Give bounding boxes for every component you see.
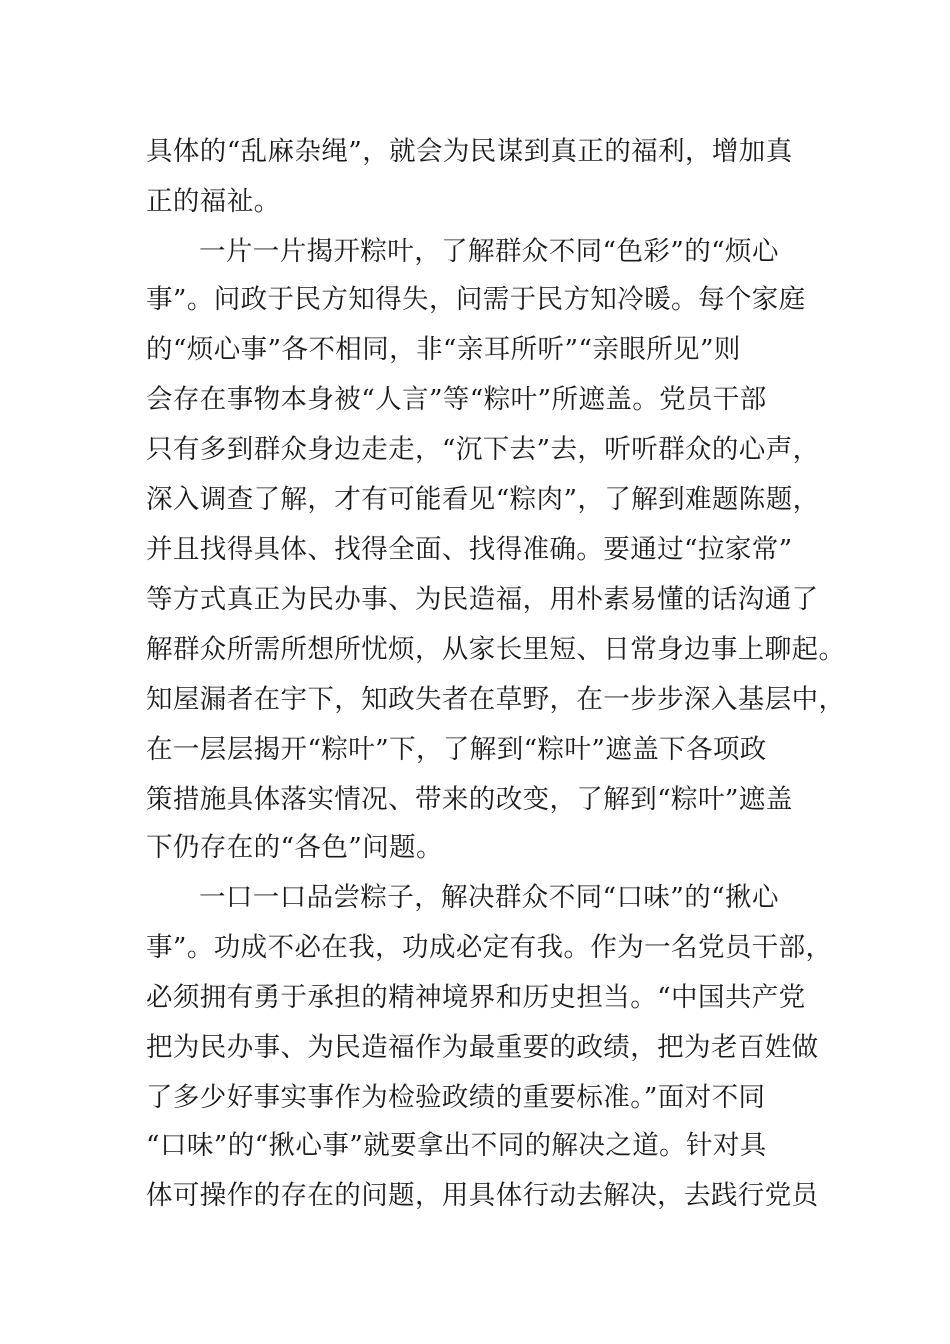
text-line: 策措施具体落实情况、带来的改变，了解到“粽叶”遮盖 <box>146 784 793 815</box>
text-line: “口味”的“揪心事”就要拿出不同的解决之道。针对具 <box>146 1130 767 1161</box>
text-line: 知屋漏者在宇下，知政失者在草野，在一步步深入基层中， <box>146 684 846 715</box>
text-line: 解群众所需所想所忧烦，从家长里短、日常身边事上聊起。 <box>146 634 846 665</box>
text-line: 具体的“乱麻杂绳”，就会为民谋到真正的福利，增加真 <box>146 136 793 167</box>
text-line: 正的福祉。 <box>146 186 281 217</box>
text-line: 了多少好事实事作为检验政绩的重要标准。”面对不同 <box>146 1082 766 1113</box>
text-line: 会存在事物本身被“人言”等“粽叶”所遮盖。党员干部 <box>146 384 767 415</box>
text-line: 并且找得具体、找得全面、找得准确。要通过“拉家常” <box>146 534 793 565</box>
text-line: 下仍存在的“各色”问题。 <box>146 832 443 863</box>
text-line: 体可操作的存在的问题，用具体行动去解决，去践行党员 <box>146 1180 819 1211</box>
text-line: 在一层层揭开“粽叶”下，了解到“粽叶”遮盖下各项政 <box>146 734 767 765</box>
paragraph-first-line: 一口一口品尝粽子，解决群众不同“口味”的“揪心 <box>199 882 779 913</box>
text-line: 事”。功成不必在我，功成必定有我。作为一名党员干部， <box>146 932 833 963</box>
text-line: 事”。问政于民方知得失，问需于民方知冷暖。每个家庭 <box>146 284 806 315</box>
text-line: 等方式真正为民办事、为民造福，用朴素易懂的话沟通了 <box>146 584 819 615</box>
text-line: 的“烦心事”各不相同，非“亲耳所听”“亲眼所见”则 <box>146 334 741 365</box>
paragraph-first-line: 一片一片揭开粽叶，了解群众不同“色彩”的“烦心 <box>199 236 779 267</box>
text-line: 只有多到群众身边走走，“沉下去”去，听听群众的心声， <box>146 434 820 465</box>
text-line: 把为民办事、为民造福作为最重要的政绩，把为老百姓做 <box>146 1032 819 1063</box>
text-line: 深入调查了解，才有可能看见“粽肉”，了解到难题陈题， <box>146 484 820 515</box>
text-line: 必须拥有勇于承担的精神境界和历史担当。“中国共产党 <box>146 982 806 1013</box>
